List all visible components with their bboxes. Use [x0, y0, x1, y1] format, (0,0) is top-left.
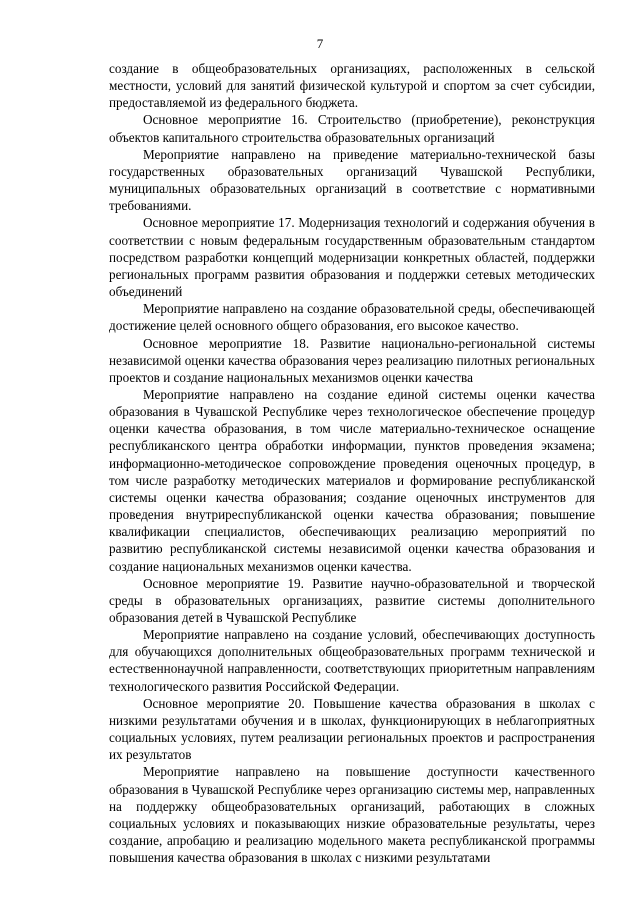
paragraph-measure-17-description: Мероприятие направлено на создание образовательной среды, обеспечивающей достижение целей основного общего образования, его высокое качество.	[109, 301, 595, 334]
paragraph-measure-18-heading: Основное мероприятие 18. Развитие национально-региональной системы независимой оценки качества образования через реализацию пилотных региональных проектов и создание национальных механизмов оценки качества	[109, 335, 595, 385]
paragraph-measure-17-heading: Основное мероприятие 17. Модернизация технологий и содержания обучения в соответствии с новым федеральным государственным образовательным стандартом посредством разработки концепций модернизации конкретных областей, поддержки региональных программ развития образования и поддержки сетевых методических объединений	[109, 215, 595, 300]
paragraph-continuation: создание в общеобразовательных организациях, расположенных в сельской местности, условий для занятий физической культурой и спортом за счет субсидии, предоставляемой из федерального бюджета.	[109, 61, 595, 111]
paragraph-measure-16-description: Мероприятие направлено на приведение материально-технической базы государственных образовательных организаций Чувашской Республики, муниципальных образовательных организаций в соответствие с нормативными требованиями.	[109, 146, 595, 214]
paragraph-measure-19-description: Мероприятие направлено на создание условий, обеспечивающих доступность для обучающихся дополнительных общеобразовательных программ технической и естественнонаучной направленности, соответствующих приоритетным направлениям технологического развития Российской Федерации.	[109, 627, 595, 694]
page-number: 7	[316, 36, 324, 51]
document-body	[109, 60, 595, 866]
paragraph-measure-18-description: Мероприятие направлено на создание единой системы оценки качества образования в Чувашской Республике через технологическое обеспечение процедур оценки качества образования, в том числе материально-техническое оснащение республиканского центра обработки информации, пунктов проведения экзамена; информационно-методическое сопровождение проведения оценочных процедур, в том числе разработку методических материалов и формирование республиканской системы оценки качества образования; создание оценочных инструментов для проведения внутриреспубликанской оценки качества образования; повышение квалификации специалистов, обеспечивающих реализацию мероприятий по развитию республиканской системы независимой оценки качества образования и создание национальных механизмов оценки качества.	[109, 386, 595, 574]
paragraph-measure-20-description: Мероприятие направлено на повышение доступности качественного образования в Чувашской Республике через организацию системы мер, направленных на поддержку общеобразовательных организаций, работающих в сложных социальных условиях и показывающих низкие образовательные результаты, через создание, апробацию и реализацию модельного макета республиканской программы повышения качества образования в школах с низкими результатами	[109, 764, 595, 866]
paragraph-measure-20-heading: Основное мероприятие 20. Повышение качества образования в школах с низкими результатами обучения и в школах, функционирующих в неблагоприятных социальных условиях, путем реализации региональных проектов и распространения их результатов	[109, 695, 595, 763]
paragraph-measure-19-heading: Основное мероприятие 19. Развитие научно-образовательной и творческой среды в образовательных организациях, развитие системы дополнительного образования детей в Чувашской Республике	[109, 575, 595, 625]
paragraph-measure-16-heading: Основное мероприятие 16. Строительство (приобретение), реконструкция объектов капитального строительства образовательных организаций	[109, 112, 595, 145]
